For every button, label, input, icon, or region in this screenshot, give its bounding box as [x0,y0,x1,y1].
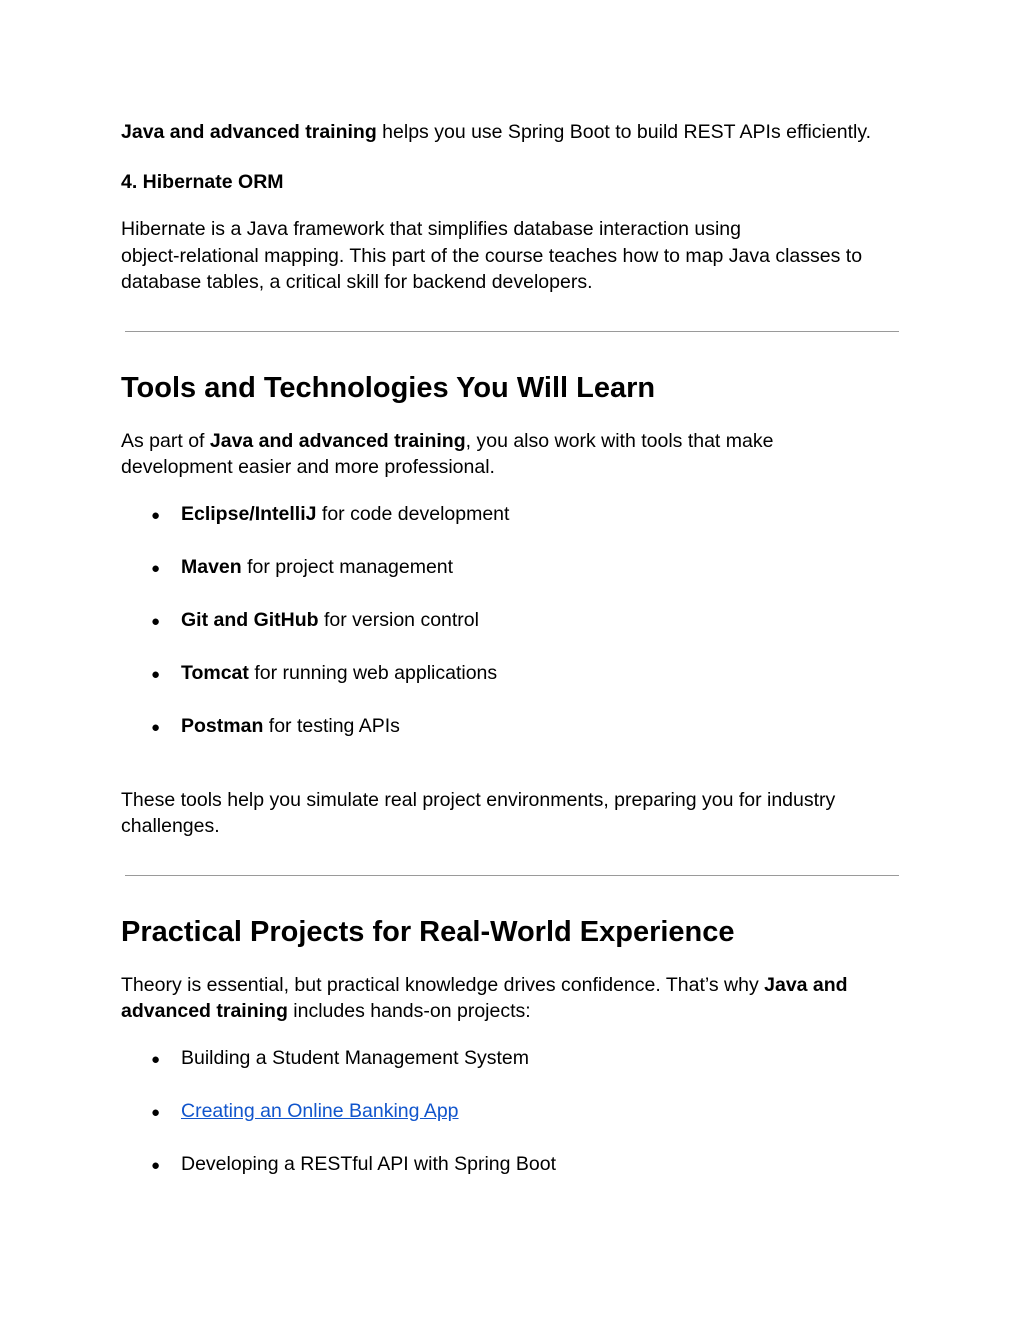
heading-tools: Tools and Technologies You Will Learn [121,372,656,404]
online-banking-link[interactable]: Creating an Online Banking App [181,1100,459,1122]
list-item [151,554,453,582]
text: for version control [318,609,479,631]
horizontal-rule [125,331,899,332]
text: As part of [121,430,210,452]
paragraph-line: database tables, a critical skill for backend developers. [121,271,593,293]
bullet-icon: ● [151,1104,161,1121]
section-heading-hibernate: 4. Hibernate ORM [121,171,284,193]
bullet-icon: ● [151,719,161,736]
bold-text: Eclipse/IntelliJ [181,503,317,525]
bold-text: advanced training [121,1000,288,1022]
paragraph-line: development easier and more professional. [121,456,495,478]
text: for project management [241,556,454,578]
paragraph-line: These tools help you simulate real project environments, preparing you for industry [121,789,836,811]
list-item [151,1045,529,1073]
list-item [151,501,509,529]
intro-paragraph [121,119,871,145]
horizontal-rule [125,875,899,876]
list-item [151,660,497,688]
bullet-icon: ● [151,1051,161,1068]
projects-intro-line2 [121,998,531,1024]
bold-text: Maven [181,556,242,578]
bold-text: Java and advanced training [121,121,377,143]
bold-text: Java and advanced training [209,430,466,452]
text: Building a Student Management System [181,1047,529,1069]
text: helps you use Spring Boot to build REST APIs efficiently. [376,121,872,143]
paragraph-line: object-relational mapping. This part of the course teaches how to map Java classes to [121,245,863,267]
bold-text: Git and GitHub [181,609,319,631]
text: Theory is essential, but practical knowledge drives confidence. That’s why [121,974,765,996]
text: for running web applications [248,662,498,684]
paragraph-line: challenges. [121,815,220,837]
text: for code development [316,503,510,525]
list-item [151,1098,459,1126]
bullet-icon: ● [151,613,161,630]
text: , you also work with tools that make [465,430,774,452]
paragraph-line: Hibernate is a Java framework that simplifies database interaction using [121,218,741,240]
bullet-icon: ● [151,666,161,683]
list-item [151,1151,556,1179]
bold-text: Postman [181,715,264,737]
heading-projects: Practical Projects for Real-World Experience [121,916,735,948]
projects-intro [121,972,848,998]
tools-intro [121,428,773,454]
text: Developing a RESTful API with Spring Boot [181,1153,557,1175]
text: includes hands-on projects: [287,1000,531,1022]
text: for testing APIs [263,715,400,737]
bold-text: Tomcat [181,662,249,684]
list-item [151,713,400,741]
bold-text: Java and [764,974,848,996]
bullet-icon: ● [151,1157,161,1174]
list-item [151,607,479,635]
bullet-icon: ● [151,507,161,524]
bullet-icon: ● [151,560,161,577]
